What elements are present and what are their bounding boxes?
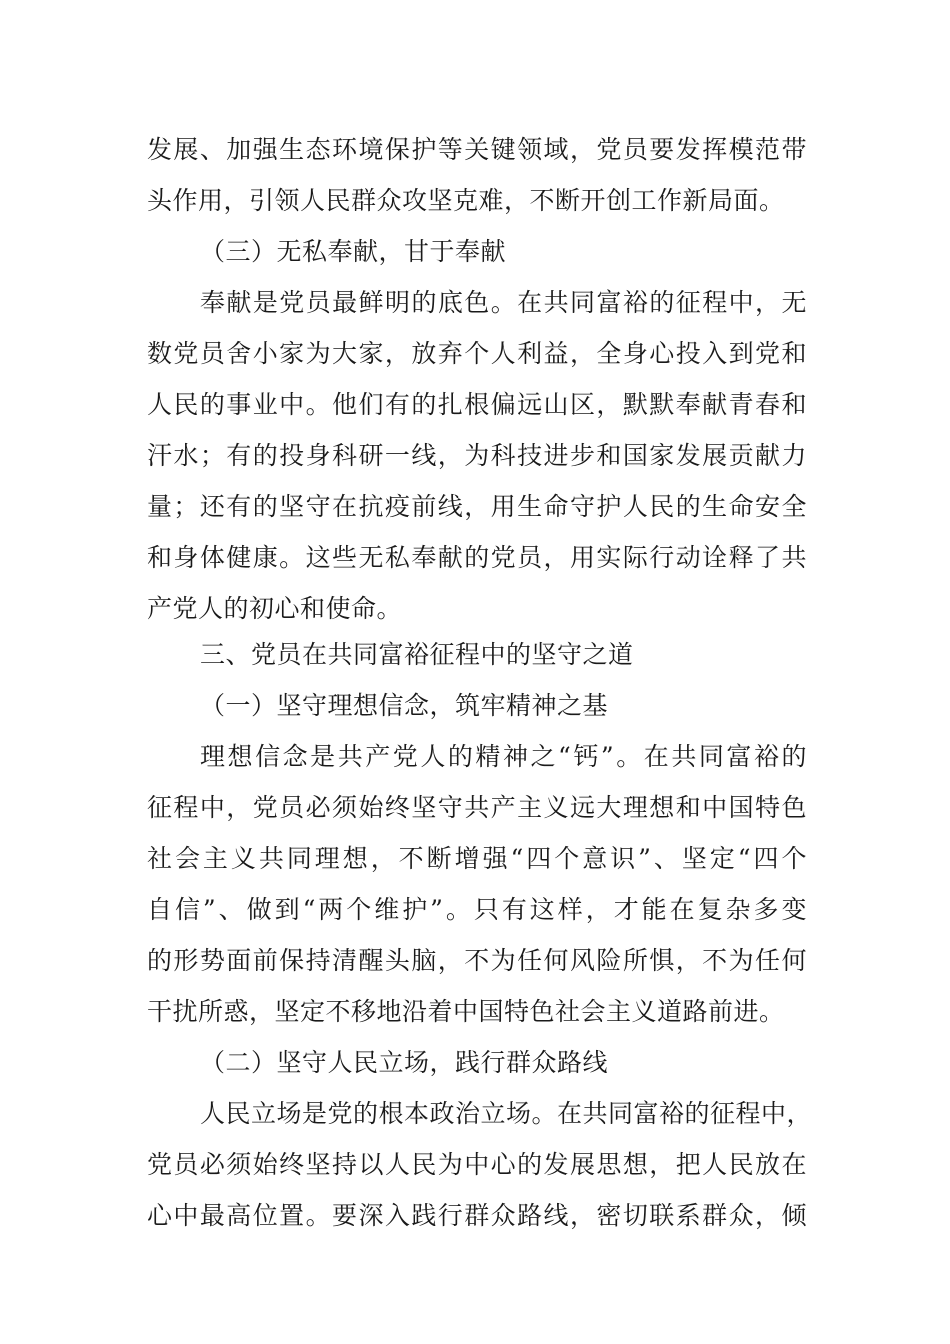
paragraph-line: 心中最高位置。要深入践行群众路线，密切联系群众，倾 (147, 1201, 807, 1230)
paragraph-line: 征程中，党员必须始终坚守共产主义远大理想和中国特色 (147, 793, 807, 822)
paragraph-line: 人民立场是党的根本政治立场。在共同富裕的征程中， (200, 1099, 813, 1128)
paragraph-line: 产党人的初心和使命。 (147, 594, 403, 623)
paragraph-line: 和身体健康。这些无私奉献的党员，用实际行动诠释了共 (147, 543, 807, 572)
paragraph-line: 理想信念是共产党人的精神之“钙”。在共同富裕的 (200, 742, 807, 771)
paragraph-line: 汗水；有的投身科研一线，为科技进步和国家发展贡献力 (147, 441, 807, 470)
paragraph-line: 头作用，引领人民群众攻坚克难，不断开创工作新局面。 (147, 186, 785, 215)
paragraph-line: 党员必须始终坚持以人民为中心的发展思想，把人民放在 (147, 1150, 807, 1179)
subsection-heading: （一）坚守理想信念，筑牢精神之基 (200, 691, 609, 720)
paragraph-line: 的形势面前保持清醒头脑，不为任何风险所惧，不为任何 (147, 946, 807, 975)
section-heading: 三、党员在共同富裕征程中的坚守之道 (200, 640, 634, 669)
subsection-heading: （三）无私奉献，甘于奉献 (200, 237, 507, 266)
paragraph-line: 干扰所惑，坚定不移地沿着中国特色社会主义道路前进。 (147, 997, 785, 1026)
paragraph-line: 量；还有的坚守在抗疫前线，用生命守护人民的生命安全 (147, 492, 807, 521)
subsection-heading: （二）坚守人民立场，践行群众路线 (200, 1048, 609, 1077)
paragraph-line: 数党员舍小家为大家，放弃个人利益，全身心投入到党和 (147, 339, 807, 368)
paragraph-line: 人民的事业中。他们有的扎根偏远山区，默默奉献青春和 (147, 390, 807, 419)
paragraph-line: 自信”、做到“两个维护”。只有这样，才能在复杂多变 (147, 895, 807, 924)
paragraph-line: 奉献是党员最鲜明的底色。在共同富裕的征程中，无 (200, 288, 807, 317)
paragraph-line: 发展、加强生态环境保护等关键领域，党员要发挥模范带 (147, 135, 807, 164)
paragraph-line: 社会主义共同理想，不断增强“四个意识”、坚定“四个 (147, 844, 807, 873)
